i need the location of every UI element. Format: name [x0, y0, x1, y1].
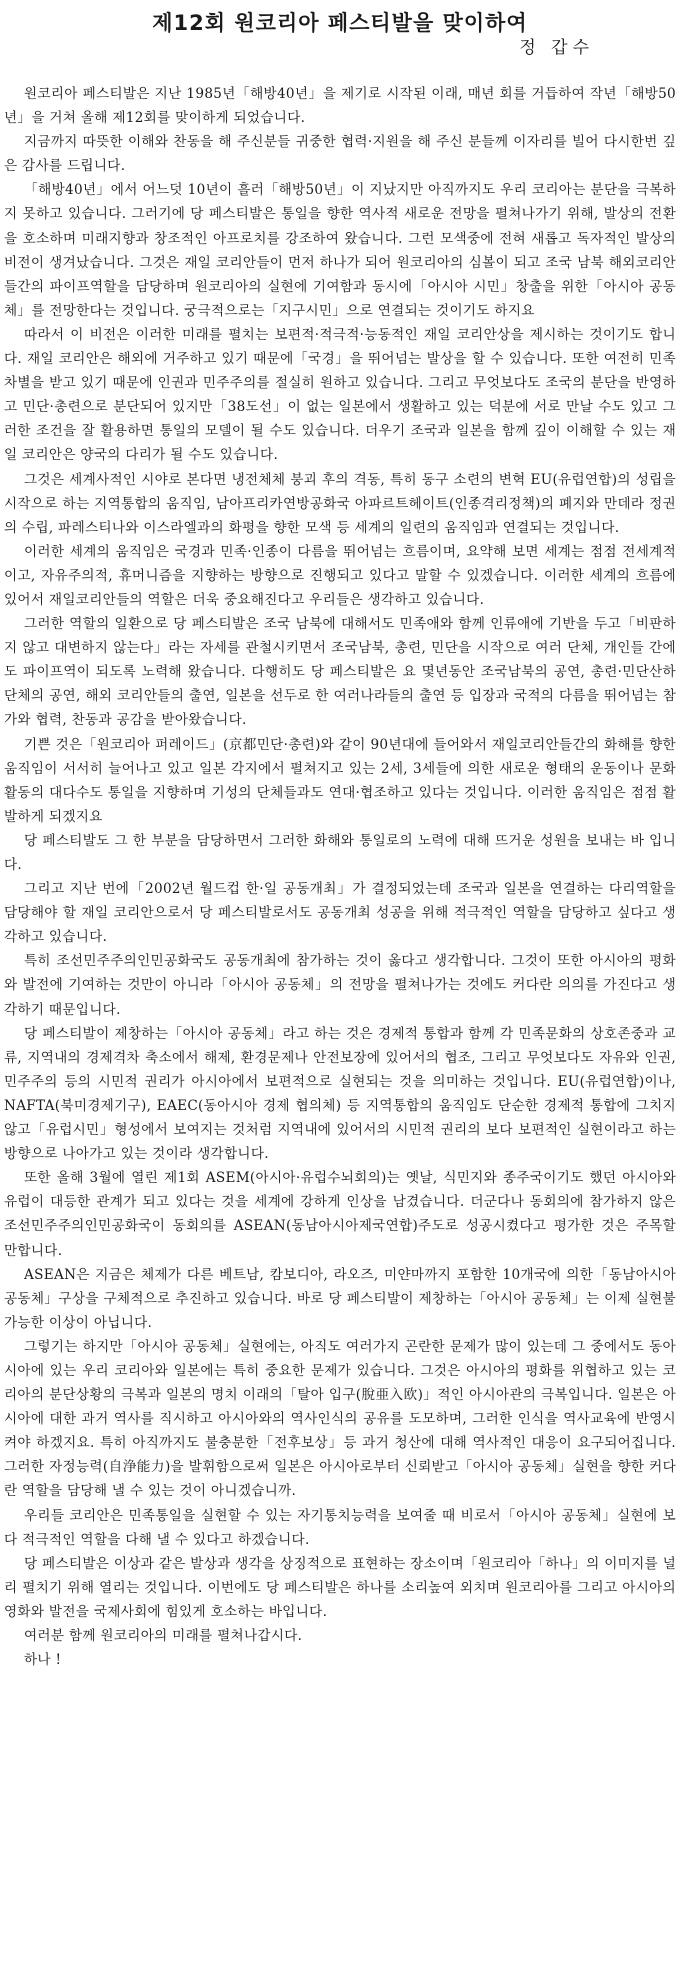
body-paragraph: 여러분 함께 원코리아의 미래를 펼쳐나갑시다. [24, 1628, 303, 1644]
body-paragraph: 기쁜 것은「원코리아 퍼레이드」(京都민단·총련)와 같이 90년대에 들어와서 재일코리안들간의 화해를 향한 움직임이 서서히 늘어나고 있고 일본 각지에서 펼쳐지고 있는 2세, 3세들에 의한 새로운 형태의 운동이나 문화활동의 대다수도 통일을 지향하며 기성의 단체들과도 연대·협조하고 있다는 것입니다. 이러한 움직임은 점점 활발하게 되겠지요 [4, 736, 676, 825]
author-name: 정 갑수 [519, 38, 594, 58]
body-paragraph: 원코리아 페스티발은 지난 1985년「해방40년」을 제기로 시작된 이래, 매년 회를 거듭하여 작년「해방50년」을 거쳐 올해 제12회를 맞이하게 되었습니다. [4, 86, 676, 127]
article-body [4, 82, 676, 1672]
body-paragraph: 이러한 세계의 움직임은 국경과 민족·인종이 다름을 뛰어넘는 흐름이며, 요약해 보면 세계는 점점 전세계적이고, 자유주의적, 휴머니즘을 지향하는 방향으로 진행되고 있다고 말할 수 있겠습니다. 이러한 세계의 흐름에 있어서 재일코리안들의 역할은 더욱 중요해진다고 우리들은 생각하고 있습니다. [4, 543, 676, 608]
body-paragraph: ASEAN은 지금은 체제가 다른 베트남, 캄보디아, 라오즈, 미얀마까지 포함한 10개국에 의한「동남아시아 공동체」구상을 구체적으로 추진하고 있습니다. 바로 당 페스티발이 제창하는「아시아 공동체」는 이제 실현불가능한 이상이 아닙니다. [4, 1266, 676, 1331]
body-paragraph: 지금까지 따뜻한 이해와 찬동을 해 주신분들 귀중한 협력·지원을 해 주신 분들께 이자리를 빌어 다시한번 깊은 감사를 드립니다. [4, 134, 676, 175]
body-paragraph: 당 페스티발이 제창하는「아시아 공동체」라고 하는 것은 경제적 통합과 함께 각 민족문화의 상호존중과 교류, 지역내의 경제격차 축소에서 해제, 환경문제나 안전보장에 있어서의 협조, 그리고 무엇보다도 자유와 인권, 민주주의 등의 시민적 권리가 아시아에서 보편적으로 실현되는 것을 의미하는 것입니다. EU(유럽연합)이나, NAFTA(북미경제기구), EAEC(동아시아 경제 협의체) 등 지역통합의 움직임도 단순한 경제적 통합에 그치지 않고「유럽시민」형성에서 보여지는 것처럼 지역내에 있어서의 시민적 권리의 보다 보편적인 실현이라고 하는 방향으로 나아가고 있는 것이라 생각합니다. [4, 1025, 676, 1163]
body-paragraph: 따라서 이 비전은 이러한 미래를 펼치는 보편적·적극적·능동적인 재일 코리안상을 제시하는 것이기도 합니다. 재일 코리안은 해외에 거주하고 있기 때문에「국경」을 뛰어넘는 발상을 할 수 있습니다. 또한 여전히 민족 차별을 받고 있기 때문에 인권과 민주주의를 절실히 원하고 있습니다. 그리고 무엇보다도 조국의 분단을 반영하고 민단·총련으로 분단되어 있지만「38도선」이 없는 일본에서 생활하고 있는 덕분에 서로 만날 수도 있고 그러한 조건을 잘 활용하면 통일의 모델이 될 수도 있습니다. 더우기 조국과 일본을 함께 깊이 이해할 수 있는 재일 코리안은 양국의 다리가 될 수도 있습니다. [4, 326, 676, 464]
body-paragraph: 그것은 세계사적인 시야로 본다면 냉전체체 붕괴 후의 격동, 특히 동구 소련의 변혁 EU(유럽연합)의 성립을 시작으로 하는 지역통합의 움직임, 남아프리카연방공화국 아파르트헤이트(인종격리정책)의 폐지와 만데라 정권의 수립, 파레스티나와 이스라엘과의 화평을 향한 모색 등 세계의 일련의 움직임과 연결되는 것입니다. [4, 471, 676, 536]
body-paragraph: 특히 조선민주주의인민공화국도 공동개최에 참가하는 것이 옳다고 생각합니다. 그것이 또한 아시아의 평화와 발전에 기여하는 것만이 아니라「아시아 공동체」의 전망을 펼쳐나가는 것에도 커다란 의의를 가진다고 생각하기 때문입니다. [4, 953, 676, 1018]
body-paragraph: 우리들 코리안은 민족통일을 실현할 수 있는 자기통치능력을 보여줄 때 비로서「아시아 공동체」실현에 보다 적극적인 역할을 다해 낼 수 있다고 하겠습니다. [4, 1507, 676, 1548]
document-title: 제12회 원코리아 페스티발을 맞이하여 [152, 11, 528, 35]
body-paragraph: 당 페스티발도 그 한 부분을 담당하면서 그러한 화해와 통일로의 노력에 대해 뜨거운 성원을 보내는 바 입니다. [4, 832, 676, 873]
body-paragraph: 그렇기는 하지만「아시아 공동체」실현에는, 아직도 여러가지 곤란한 문제가 많이 있는데 그 중에서도 동아시아에 있는 우리 코리아와 일본에는 특히 중요한 문제가 있습니다. 그것은 아시아의 평화를 위협하고 있는 코리아의 분단상황의 극복과 일본의 명치 이래의「탈아 입구(脫亜入欧)」적인 아시아관의 극복입니다. 일본은 아시아에 대한 과거 역사를 직시하고 아시아와의 역사인식의 공유를 도모하며, 그러한 인식을 역사교육에 반영시켜야 하겠지요. 특히 아직까지도 불충분한「전후보상」등 과거 청산에 대해 역사적인 대응이 요구되어집니다. 그러한 자정능력(自浄能力)을 발휘함으로써 일본은 아시아로부터 신뢰받고「아시아 공동체」실현을 향한 커다란 역할을 담당해 낼 수 있는 것이 아니겠습니까. [4, 1338, 676, 1500]
body-paragraph: 「해방40년」에서 어느덧 10년이 흘러「해방50년」이 지났지만 아직까지도 우리 코리아는 분단을 극복하지 못하고 있습니다. 그러기에 당 페스티발은 통일을 향한 역사적 새로운 전망을 펼쳐나가기 위해, 발상의 전환을 호소하며 미래지향과 창조적인 아프로치를 강조하여 왔습니다. 그런 모색중에 전혀 새롭고 독자적인 발상의 비전이 생겨났습니다. 그것은 재일 코리안들이 먼저 하나가 되어 원코리아의 심볼이 되고 조국 남북 해외코리안들간의 파이프역할을 담당하며 원코리아의 실현에 기여함과 동시에「아시아 시민」창출을 위한「아시아 공동체」를 전망한다는 것입니다. 궁극적으로는「지구시민」으로 연결되는 것이기도 하지요 [4, 182, 676, 319]
body-paragraph: 당 페스티발은 이상과 같은 발상과 생각을 상징적으로 표현하는 장소이며「원코리아「하나」의 이미지를 널리 펼치기 위해 열리는 것입니다. 이번에도 당 페스티발은 하나를 소리높여 외치며 원코리아를 그리고 아시아의 영화와 발전을 국제사회에 힘있게 호소하는 바입니다. [4, 1555, 677, 1620]
body-paragraph: 하나 ! [24, 1652, 62, 1669]
body-paragraph: 그러한 역할의 일환으로 당 페스티발은 조국 남북에 대해서도 민족애와 함께 인류애에 기반을 두고「비판하지 않고 대변하지 않는다」라는 자세를 관철시키면서 조국남북, 총련, 민단을 시작으로 여러 단체, 개인들 간에도 파이프역이 되도록 노력해 왔습니다. 다행히도 당 페스티발은 요 몇년동안 조국남북의 공연, 총련·민단산하 단체의 공연, 해외 코리안들의 출연, 일본을 선두로 한 여러나라들의 출연 등 입장과 국적의 다름을 뛰어넘는 참가와 협력, 찬동과 공감을 받아왔습니다. [4, 616, 676, 729]
body-paragraph: 그리고 지난 번에「2002년 월드컵 한·일 공동개최」가 결정되었는데 조국과 일본을 연결하는 다리역할을 담당해야 할 재일 코리안으로서 당 페스티발로서도 공동개최 성공을 위해 적극적인 역할을 담당하고 싶다고 생각하고 있습니다. [4, 881, 676, 946]
body-paragraph: 또한 올해 3월에 열린 제1회 ASEM(아시아·유럽수뇌회의)는 옛날, 식민지와 종주국이기도 했던 아시아와 유럽이 대등한 관계가 되고 있다는 것을 세계에 강하게 인상을 남겼습니다. 더군다나 동회의에 참가하지 않은 조선민주주의인민공화국이 동회의를 ASEAN(동남아시아제국연합)주도로 성공시켰다고 평가한 것은 주목할 만합니다. [4, 1170, 676, 1259]
